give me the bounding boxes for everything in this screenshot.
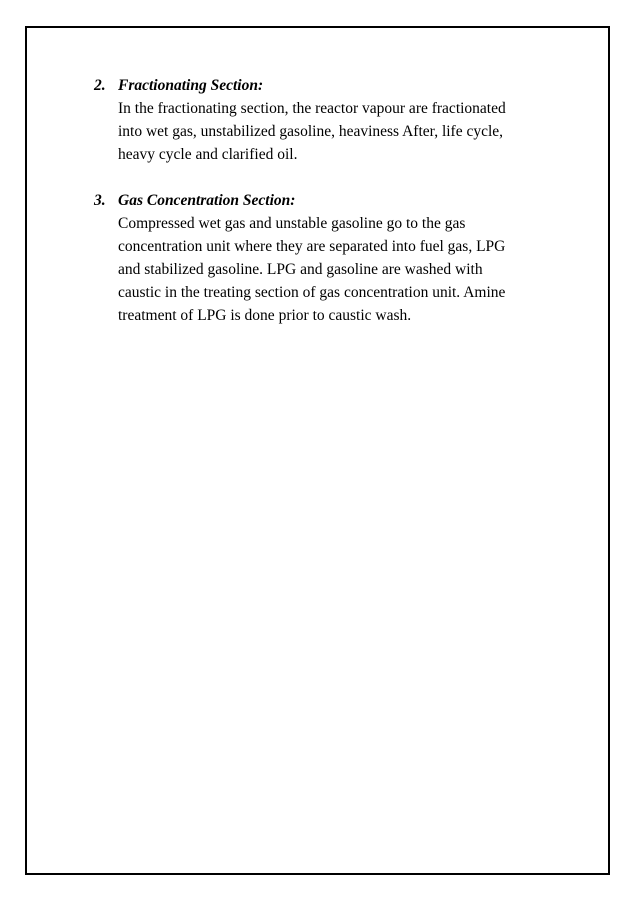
body-line: and stabilized gasoline. LPG and gasoline are washed with [118,261,483,278]
section-title: Fractionating Section: [118,77,264,94]
section-gas-concentration [94,189,554,327]
section-number: 2. [94,77,106,94]
section-heading [94,74,554,97]
section-body [94,97,554,166]
section-fractionating [94,74,554,166]
body-line: Compressed wet gas and unstable gasoline go to the gas [118,215,466,232]
body-line: concentration unit where they are separated into fuel gas, LPG [118,238,506,255]
page-content [94,74,554,350]
body-line: In the fractionating section, the reactor vapour are fractionated [118,100,506,117]
body-line: treatment of LPG is done prior to caustic wash. [118,307,412,324]
section-number: 3. [94,192,106,209]
body-line: into wet gas, unstabilized gasoline, heaviness After, life cycle, [118,123,504,140]
section-body [94,212,554,327]
section-title: Gas Concentration Section: [118,192,296,209]
body-line: caustic in the treating section of gas concentration unit. Amine [118,284,506,301]
section-heading [94,189,554,212]
body-line: heavy cycle and clarified oil. [118,146,298,163]
